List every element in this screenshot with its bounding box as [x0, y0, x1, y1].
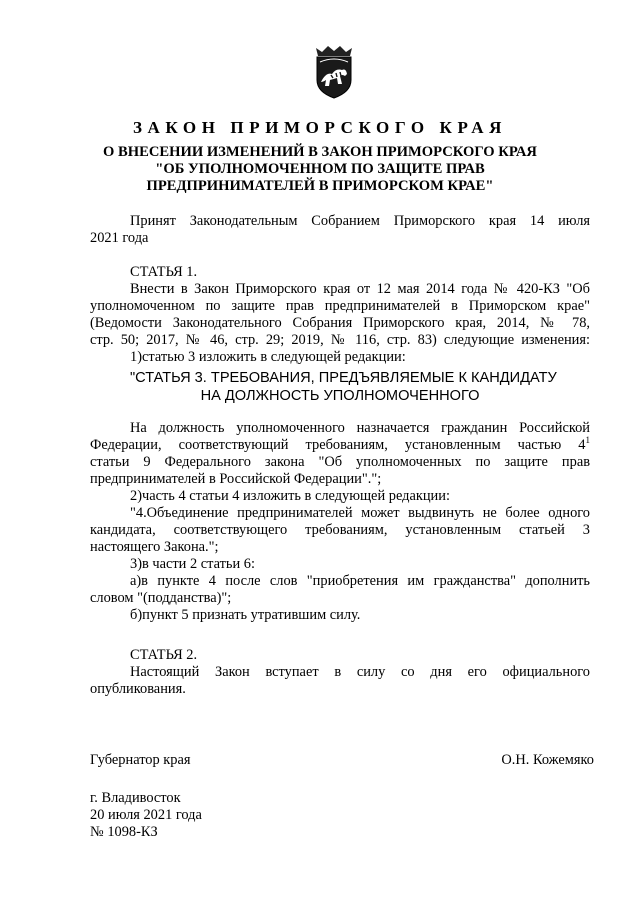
- adoption-note: Принят Законодательным Собранием Приморского края 14 июля 2021 года: [90, 213, 590, 246]
- city: г. Владивосток: [90, 790, 181, 806]
- signatory-position: Губернатор края: [90, 752, 191, 768]
- article-2-text: Настоящий Закон вступает в силу со дня его официального опубликования.: [90, 664, 590, 697]
- article-1-heading: СТАТЬЯ 1.: [130, 264, 198, 280]
- place-date-number: [90, 790, 202, 841]
- item-2: 2)часть 4 статьи 4 изложить в следующей редакции:: [130, 488, 450, 504]
- item-3b: б)пункт 5 признать утратившим силу.: [130, 607, 361, 623]
- item-1: 1)статью 3 изложить в следующей редакции:: [130, 349, 406, 365]
- article-3-text: На должность уполномоченного назначается гражданин Российской Федерации, соответствующий требованиям, установленным частью $4^1$ статьи 9 Федерального закона "Об уполномоченных по защите прав предпринимателей в Российской Федерации"."; 2)часть 4 статьи 4 изложить в следующей редакции: "4.Объединение предпринимателей может выдвинуть не более одного кандидата, соответствующего требованиям, установленным статьей 3 настоящего Закона."; 3)в части 2 статьи 6: а)в пункте 4 после слов "приобретения им гражданства" дополнить словом "(подданства)"; б)пункт 5 признать утратившим силу.: [90, 420, 590, 623]
- primorsky-coat-of-arms-icon: [312, 42, 356, 100]
- date: 20 июля 2021 года: [90, 807, 202, 823]
- item-3: 3)в части 2 статьи 6:: [130, 556, 255, 572]
- law-title: ЗАКОН ПРИМОРСКОГО КРАЯ: [132, 118, 508, 137]
- law-subtitle: О ВНЕСЕНИИ ИЗМЕНЕНИЙ В ЗАКОН ПРИМОРСКОГО КРАЯ "ОБ УПОЛНОМОЧЕННОМ ПО ЗАЩИТЕ ПРАВ ПРЕДПРИНИМАТЕЛЕЙ В ПРИМОРСКОМ КРАЕ": [103, 144, 537, 194]
- article-1-intro: Внести в Закон Приморского края от 12 мая 2014 года № 420-КЗ "Об уполномоченном по защите прав предпринимателей в Приморском крае" (Ведомости Законодательного Собрания Приморского края, 2014, № 78, стр. 50; 2017, № 46, стр. 29; 2019, № 116, стр. 83) следующие изменения: 1)статью 3 изложить в следующей редакции:: [90, 281, 590, 365]
- article-2-heading: СТАТЬЯ 2.: [130, 647, 198, 663]
- article-3-heading: "СТАТЬЯ 3. ТРЕБОВАНИЯ, ПРЕДЪЯВЛЯЕМЫЕ К КАНДИДАТУ НА ДОЛЖНОСТЬ УПОЛНОМОЧЕННОГО: [130, 370, 557, 404]
- law-number: № 1098-КЗ: [90, 824, 158, 840]
- signatory-name: О.Н. Кожемяко: [501, 752, 594, 768]
